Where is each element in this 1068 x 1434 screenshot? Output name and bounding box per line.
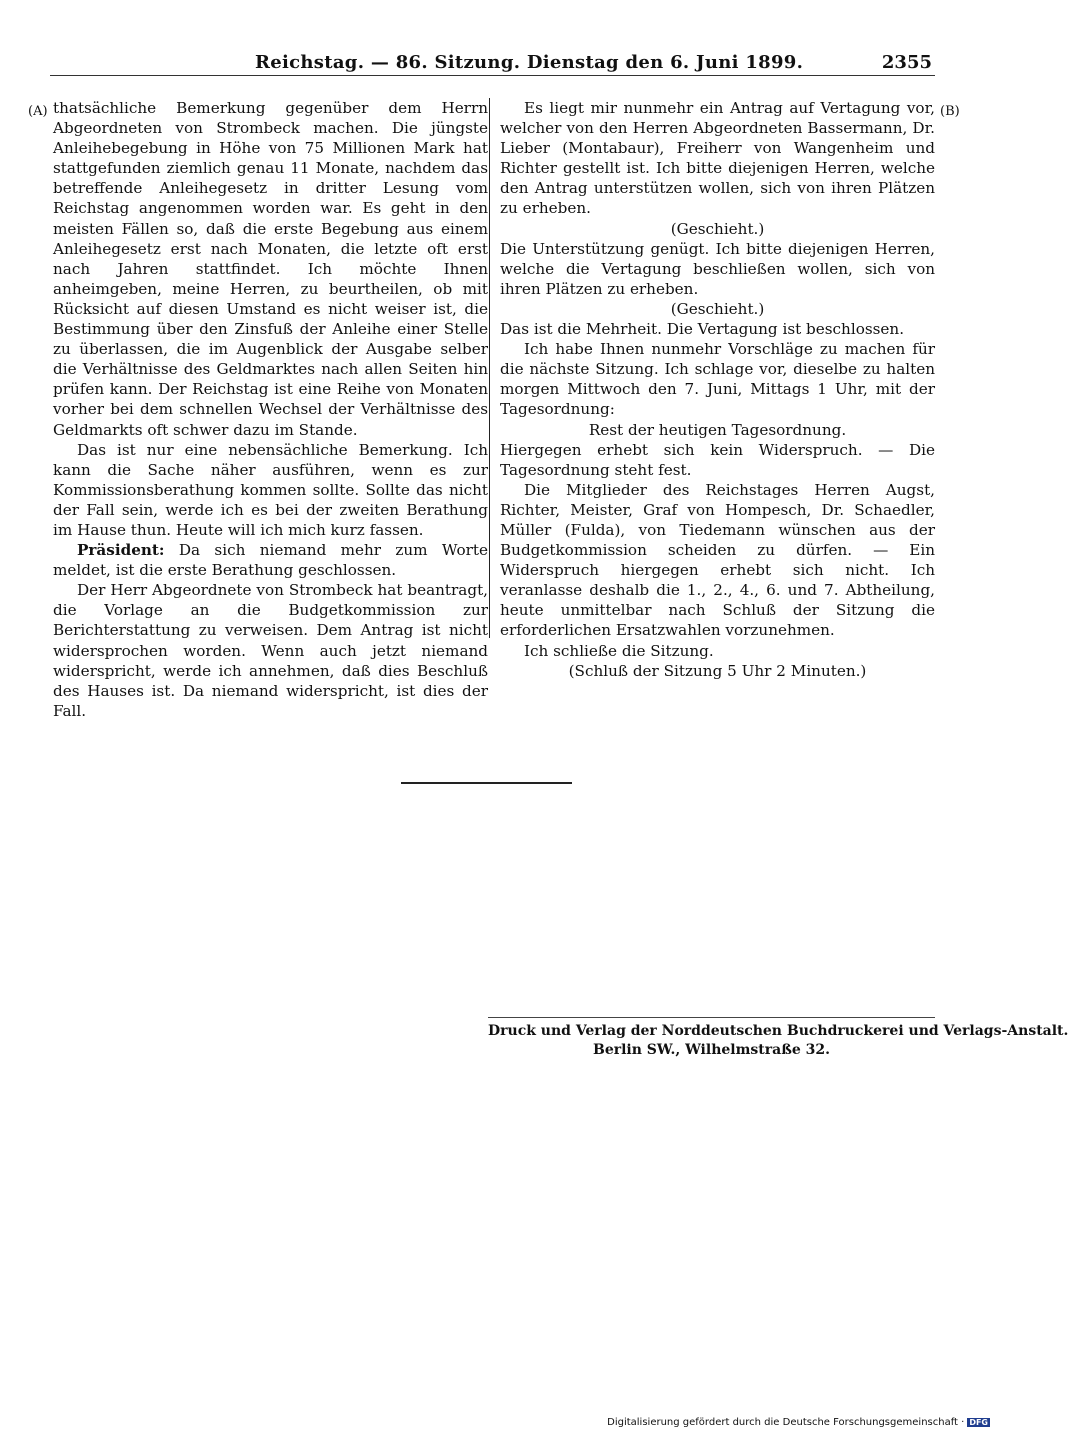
end-of-text-rule <box>401 782 572 784</box>
stage-direction-2: (Geschieht.) <box>670 299 765 318</box>
right-paragraph-7: Ich schließe die Sitzung. <box>524 641 714 660</box>
agenda-item: Rest der heutigen Tagesordnung. <box>588 420 847 439</box>
right-paragraph-6: Die Mitglieder des Reichstages Herren Augst, Richter, Meister, Graf von Hompesch, Dr. Schaedler, Müller (Fulda), von Tiedemann wünschen aus der Budgetkommission scheiden zu dürfen. — Ein Widerspruch hiergegen erhebt sich nicht. Ich veranlasse deshalb die 1., 2., 4., 6. und 7. Abtheilung, heute unmittelbar nach Schluß der Sitzung die erforderlichen Ersatzwahlen vorzunehmen. <box>500 480 935 640</box>
left-paragraph-3 <box>53 540 488 580</box>
right-paragraph-4: Ich habe Ihnen nunmehr Vorschläge zu machen für die nächste Sitzung. Ich schlage vor, dieselbe zu halten morgen Mittwoch den 7. Juni, Mittags 1 Uhr, mit der Tagesordnung: <box>500 340 935 419</box>
margin-mark-a: (A) <box>28 104 48 119</box>
page-number: 2355 <box>881 52 932 73</box>
speaker-text: Da sich niemand mehr zum Worte meldet, ist die erste Berathung geschlossen. <box>53 541 488 580</box>
left-column <box>53 98 488 721</box>
imprint-rule <box>488 1017 935 1018</box>
margin-mark-b: (B) <box>940 104 960 119</box>
left-paragraph-2: Das ist nur eine nebensächliche Bemerkung. Ich kann die Sache näher ausführen, wenn es zur Kommissionsberathung kommen sollte. Sollte das nicht der Fall sein, werde ich es bei der zweiten Berathung im Hause thun. Heute will ich mich kurz fassen. <box>53 440 488 539</box>
dfg-logo-icon: DFG <box>969 1417 988 1427</box>
digitization-text: Digitalisierung gefördert durch die Deutsche Forschungsgemeinschaft · <box>607 1417 965 1428</box>
right-column <box>500 98 935 681</box>
session-closing: (Schluß der Sitzung 5 Uhr 2 Minuten.) <box>568 661 867 680</box>
left-paragraph-1: thatsächliche Bemerkung gegenüber dem Herrn Abgeordneten von Strombeck machen. Die jüngste Anleihebegebung in Höhe von 75 Millionen Mark hat stattgefunden ziemlich genau 11 Monate, nachdem das betreffende Anleihegesetz in dritter Lesung vom Reichstag angenommen worden war. Es geht in den meisten Fällen so, daß die erste Begebung aus einem Anleihegesetz erst nach Monaten, die letzte oft erst nach Jahren stattfindet. Ich möchte Ihnen anheimgeben, meine Herren, zu beurtheilen, ob mit Rücksicht auf diesen Umstand es nicht weiser ist, die Bestimmung über den Zinsfuß der Anleihe einer Stelle zu überlassen, die im Augenblick der Ausgabe selber die Verhältnisse des Geldmarktes nach allen Seiten hin prüfen kann. Der Reichstag ist eine Reihe von Monaten vorher bei dem schnellen Wechsel der Verhältnisse des Geldmarkts oft schwer dazu im Stande. <box>53 99 488 439</box>
header-title: Reichstag. — 86. Sitzung. Dienstag den 6. Juni 1899. <box>255 52 804 73</box>
digitization-note <box>600 1417 990 1431</box>
speaker-label: Präsident: <box>77 541 165 560</box>
imprint-line-1: Druck und Verlag der Norddeutschen Buchdruckerei und Verlags-Anstalt. <box>488 1023 1068 1039</box>
right-paragraph-2: Die Unterstützung genügt. Ich bitte diejenigen Herren, welche die Vertagung beschließen wollen, sich von ihren Plätzen zu erheben. <box>500 239 935 298</box>
left-paragraph-4: Der Herr Abgeordnete von Strombeck hat beantragt, die Vorlage an die Budgetkommission zur Berichterstattung zu verweisen. Dem Antrag ist nicht widersprochen worden. Wenn auch jetzt niemand widerspricht, werde ich annehmen, daß dies Beschluß des Hauses ist. Da niemand widerspricht, ist dies der Fall. <box>53 581 488 720</box>
header-rule <box>50 75 935 76</box>
right-paragraph-1: Es liegt mir nunmehr ein Antrag auf Vertagung vor, welcher von den Herren Abgeordneten Bassermann, Dr. Lieber (Montabaur), Freiherr von Wangenheim und Richter gestellt ist. Ich bitte diejenigen Herren, welche den Antrag unterstützen wollen, sich von ihren Plätzen zu erheben. <box>500 99 935 218</box>
stage-direction-1: (Geschieht.) <box>670 219 765 238</box>
imprint-line-2: Berlin SW., Wilhelmstraße 32. <box>593 1042 830 1058</box>
right-paragraph-5: Hiergegen erhebt sich kein Widerspruch. — Die Tagesordnung steht fest. <box>500 440 935 479</box>
column-divider <box>489 98 490 638</box>
right-paragraph-3: Das ist die Mehrheit. Die Vertagung ist beschlossen. <box>500 320 905 339</box>
printer-imprint <box>488 1022 1068 1060</box>
